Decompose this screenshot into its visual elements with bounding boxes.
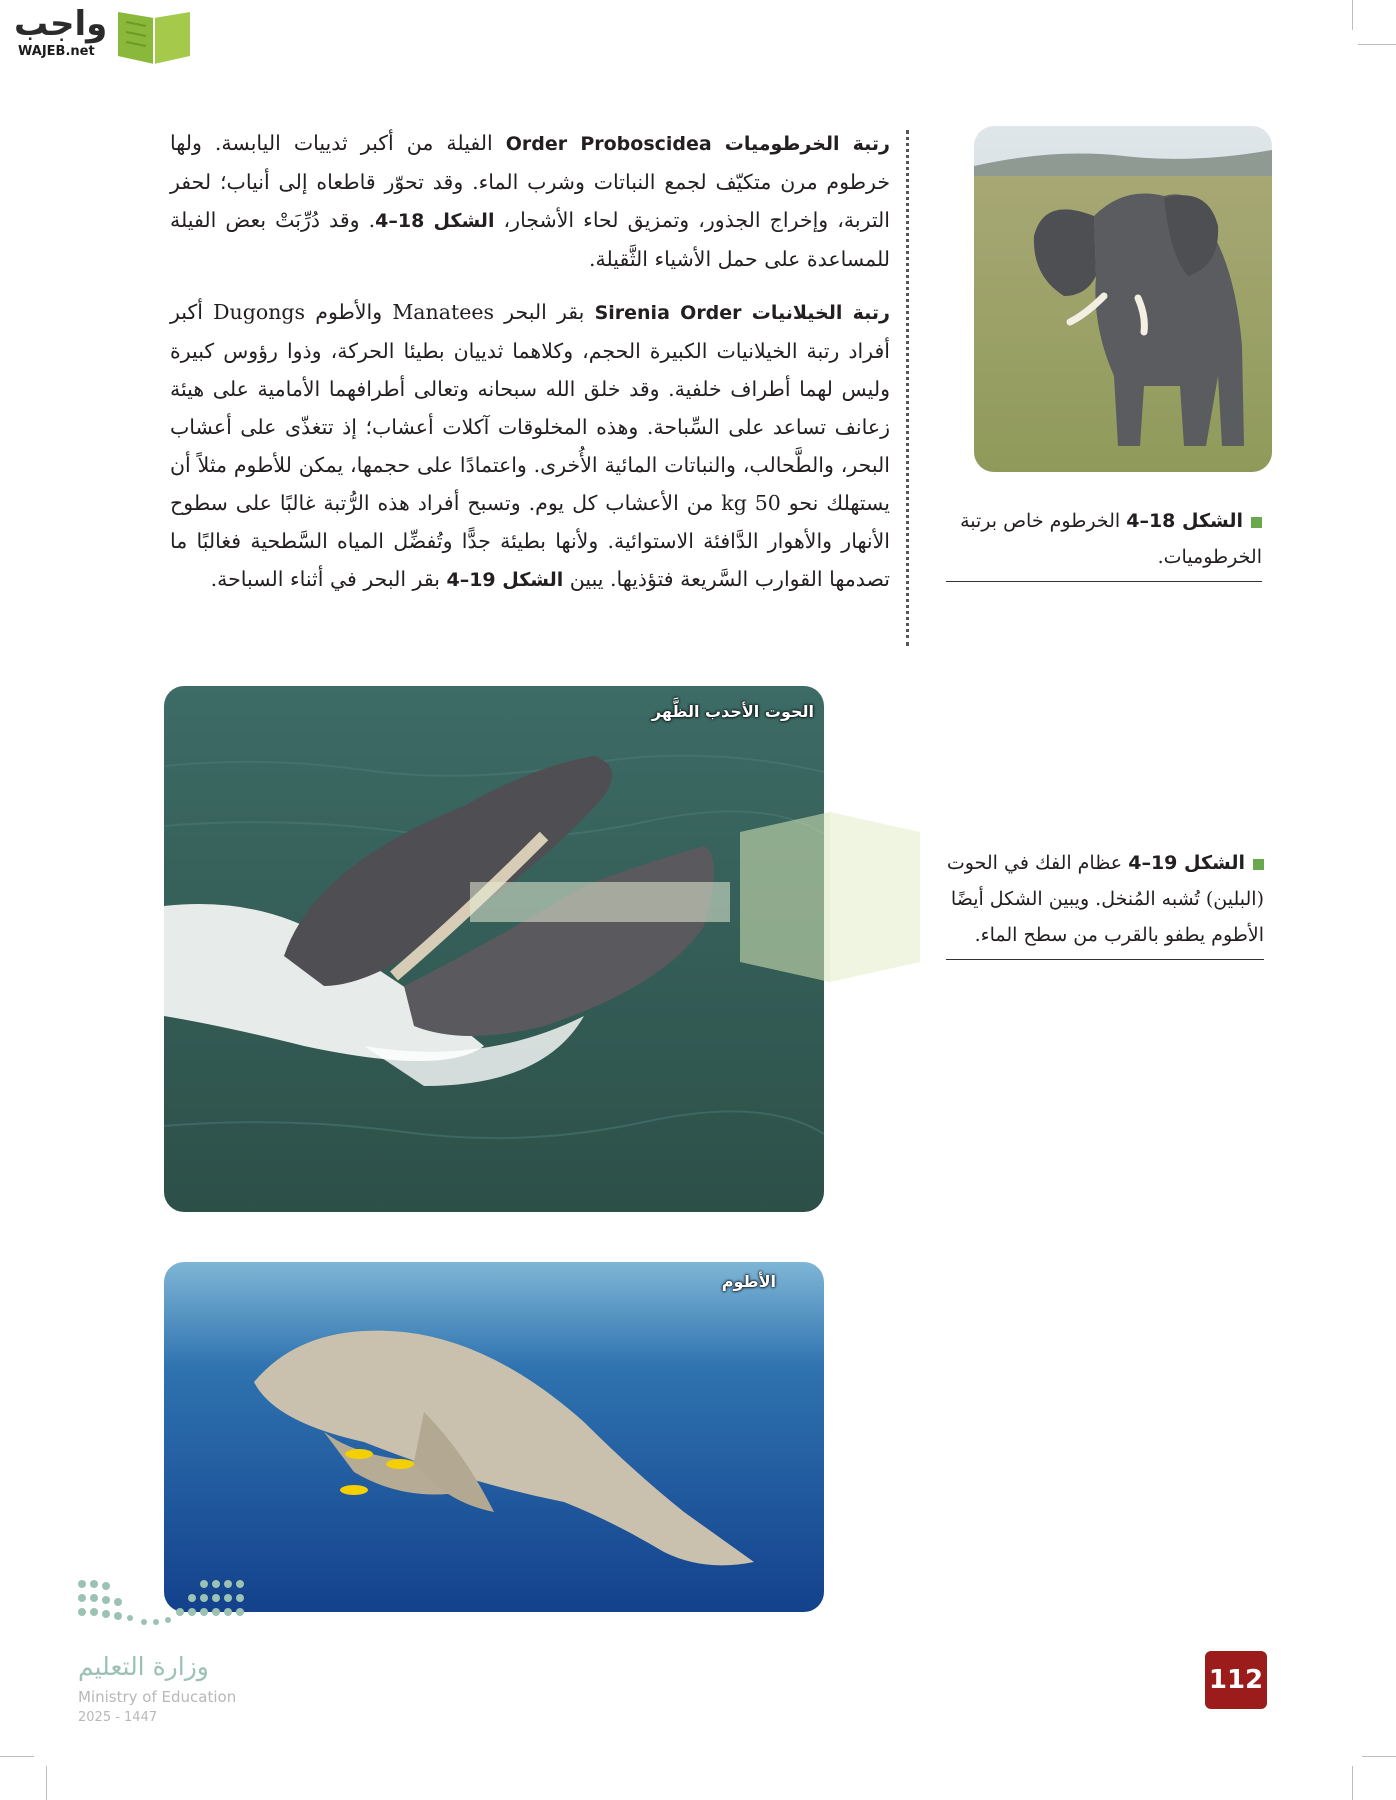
figure-18-caption bbox=[946, 503, 1262, 582]
caption-square-icon bbox=[1251, 517, 1262, 528]
whale-label: الحوت الأحدب الظَّهر bbox=[651, 702, 814, 721]
caption-text: عظام الفك في الحوت (البلين) تُشبه المُنخل. ويبين الشكل أيضًا الأطوم يطفو بالقرب من سطح الماء. bbox=[946, 852, 1264, 946]
paragraph-text: الفيلة من أكبر ثدييات اليابسة. ولها خرطوم مرن متكيّف لجمع النباتات وشرب الماء. وقد تحوّر قاطعاه إلى أنياب؛ لحفر التربة، وإخراج الجذور، وتمزيق لحاء الأشجار، bbox=[170, 131, 891, 232]
crop-mark bbox=[1352, 1766, 1353, 1800]
logo-latin: WAJEB.net bbox=[18, 44, 95, 59]
figure-reference: الشكل 18–4 bbox=[375, 210, 495, 232]
section-title: رتبة الخرطوميات bbox=[724, 133, 890, 155]
section-title: رتبة الخيلانيات bbox=[751, 302, 890, 324]
caption-square-icon bbox=[1253, 859, 1264, 870]
crop-mark bbox=[1362, 1756, 1396, 1757]
ministry-english: Ministry of Education bbox=[78, 1688, 237, 1706]
paragraph-text: بقر البحر في أثناء السباحة. bbox=[210, 567, 440, 591]
figure-reference: الشكل 19–4 bbox=[446, 569, 564, 591]
paragraph-sirenia bbox=[170, 293, 890, 599]
ministry-dots-icon bbox=[74, 1576, 254, 1636]
figure-19-caption bbox=[946, 845, 1264, 960]
elephant-photo bbox=[974, 126, 1272, 472]
caption-label: الشكل 19–4 bbox=[1128, 852, 1245, 874]
caption-label: الشكل 18–4 bbox=[1126, 510, 1243, 532]
crop-mark bbox=[1358, 44, 1396, 45]
ministry-year: 2025 - 1447 bbox=[78, 1710, 158, 1725]
ministry-arabic: وزارة التعليم bbox=[78, 1652, 209, 1681]
watermark-book-icon bbox=[470, 812, 940, 982]
wajeb-logo[interactable] bbox=[8, 4, 192, 68]
paragraph-proboscidea bbox=[170, 124, 890, 278]
crop-mark bbox=[1352, 0, 1353, 30]
paragraph-text: بقر البحر Manatees والأطوم Dugongs أكبر أفراد رتبة الخيلانيات الكبيرة الحجم، وكلاهما ثدييان بطيئا الحركة، وذوا رؤوس كبيرة وليس لهما أطراف خلفية. وقد خلق الله سبحانه وتعالى أطرافهما الأمامية على هيئة زعانف تساعد على السِّباحة. وهذه المخلوقات آكلات أعشاب؛ إذ تتغذّى على أعشاب البحر، والطَّحالب، والنباتات المائية الأُخرى. واعتمادًا على حجمها، يمكن للأطوم مثلاً أن يستهلك نحو 50 kg من الأعشاب كل يوم. وتسبح أفراد هذه الرُّتبة غالبًا على سطوح الأنهار والأهوار الدَّافئة الاستوائية. ولأنها بطيئة جدًّا وتُفضِّل المياه السَّطحية فغالبًا ما تصدمها القوارب السَّريعة فتؤذيها. يبين bbox=[170, 300, 890, 591]
ministry-of-education-logo bbox=[74, 1576, 264, 1736]
section-term: Order Proboscidea bbox=[505, 133, 712, 155]
section-term: Sirenia Order bbox=[594, 302, 742, 324]
logo-arabic: واجب bbox=[14, 4, 108, 44]
dugong-label: الأطوم bbox=[721, 1272, 776, 1291]
paragraph-text: . وقد دُرِّبَتْ بعض الفيلة للمساعدة على حمل الأشياء الثَّقيلة. bbox=[170, 208, 890, 271]
page-number: 112 bbox=[1205, 1651, 1267, 1709]
crop-mark bbox=[0, 1756, 34, 1757]
caption-text: الخرطوم خاص برتبة الخرطوميات. bbox=[960, 510, 1262, 568]
crop-mark bbox=[46, 1766, 47, 1800]
dugong-photo bbox=[164, 1262, 824, 1612]
book-icon bbox=[114, 8, 194, 66]
dotted-divider bbox=[906, 130, 909, 646]
